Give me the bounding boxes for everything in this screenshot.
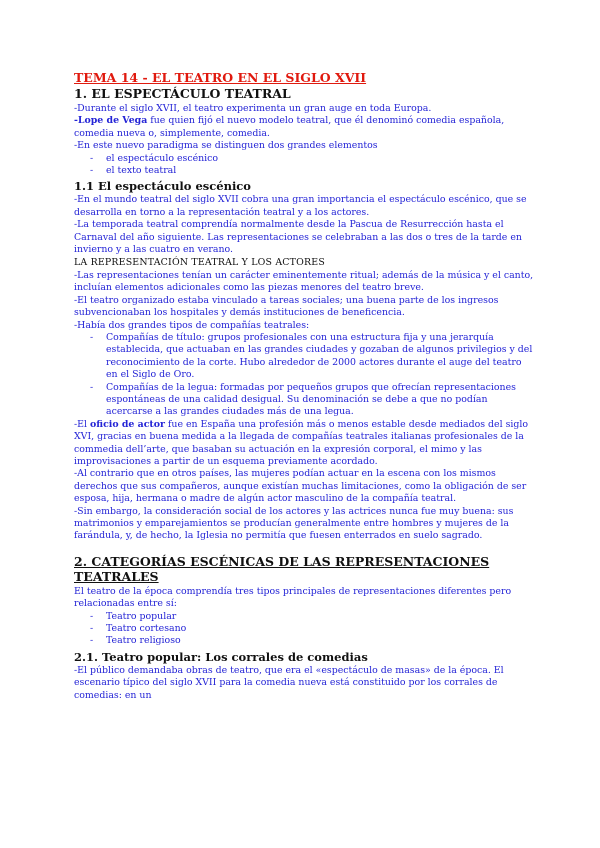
- categories-list: [74, 611, 534, 648]
- section-1-1-paragraph-6: [74, 419, 534, 469]
- list-item: - Teatro cortesano: [74, 623, 534, 635]
- representation-subheading: LA REPRESENTACIÓN TEATRAL Y LOS ACTORES: [74, 257, 325, 269]
- section-1-1-paragraph-4: -El teatro organizado estaba vinculado a tareas sociales; una buena parte de los ingresos subvencionaban los hospitales y demás instituciones de beneficencia.: [74, 294, 499, 319]
- elements-list: [74, 153, 534, 178]
- oficio-prefix: -El: [74, 418, 90, 430]
- lope-de-vega-rest: fue quien fijó el nuevo modelo teatral, que él denominó comedia española, comedia nueva o, simplemente, comedia.: [74, 115, 505, 139]
- section-1-heading: 1. EL ESPECTÁCULO TEATRAL: [74, 86, 291, 101]
- list-item: - Compañías de la legua: formadas por pequeños grupos que ofrecían representaciones espontáneas de una calidad desigual. Su denominación se debe a que no podían acercarse a las grandes ciudades más de una legua.: [74, 382, 534, 419]
- list-item: - el texto teatral: [74, 165, 534, 177]
- oficio-de-actor-bold: oficio de actor: [90, 418, 165, 430]
- section-1-1-paragraph-8: -Sin embargo, la consideración social de los actores y las actrices nunca fue muy buena: sus matrimonios y emparejamientos se producían generalmente entre hombres y mujeres de la farándula, y, de hecho, la Iglesia no permitía que fuesen enterrados en suelo sagrado.: [74, 505, 514, 542]
- list-item: - el espectáculo escénico: [74, 153, 534, 165]
- section-2-1-paragraph-1: -El público demandaba obras de teatro, que era el «espectáculo de masas» de la época. El escenario típico del siglo XVII para la comedia nueva está constituido por los corrales de comedias: en un: [74, 664, 504, 701]
- section-1-1-paragraph-1: -En el mundo teatral del siglo XVII cobra una gran importancia el espectáculo escénico, que se desarrolla en torno a la representación teatral y a los actores.: [74, 194, 527, 218]
- list-item: - Compañías de título: grupos profesionales con una estructura fija y una jerarquía establecida, que actuaban en las grandes ciudades y gozaban de algunos privilegios y del reconocimiento de la corte. Hubo alrededor de 2000 actores durante el auge del teatro en el Siglo de Oro.: [74, 332, 534, 382]
- section-1-paragraph-2: [74, 115, 534, 140]
- companies-list: [74, 332, 534, 419]
- section-1-paragraph-3: -En este nuevo paradigma se distinguen dos grandes elementos: [74, 140, 378, 152]
- section-2-1-heading: 2.1. Teatro popular: Los corrales de comedias: [74, 649, 368, 664]
- document-page: [74, 70, 534, 702]
- lope-de-vega-bold: -Lope de Vega: [74, 115, 148, 127]
- list-item: - Teatro popular: [74, 611, 534, 623]
- section-2-paragraph-1: El teatro de la época comprendía tres tipos principales de representaciones diferentes pero relacionadas entre sí:: [74, 585, 512, 610]
- section-1-1-heading: 1.1 El espectáculo escénico: [74, 179, 251, 194]
- oficio-rest: fue en España una profesión más o menos estable desde mediados del siglo XVI, gracias en buena medida a la llegada de compañías teatrales italianas profesionales de la commedia dell’arte, que basaban su actuación en la expresión corporal, el mimo y las improvisaciones a partir de un esquema previamente acordado.: [74, 418, 529, 467]
- section-1-paragraph-1: -Durante el siglo XVII, el teatro experimenta un gran auge en toda Europa.: [74, 103, 432, 114]
- section-1-1-paragraph-3: -Las representaciones tenían un carácter eminentemente ritual; además de la música y el canto, incluían elementos adicionales como las piezas menores del teatro breve.: [74, 269, 534, 294]
- section-1-1-paragraph-2: -La temporada teatral comprendía normalmente desde la Pascua de Resurrección hasta el Carnaval del año siguiente. Las representaciones se celebraban a las dos o tres de la tarde en invierno y a las cuatro en verano.: [74, 219, 522, 256]
- document-title: TEMA 14 - EL TEATRO EN EL SIGLO XVII: [74, 70, 367, 85]
- list-item: - Teatro religioso: [74, 635, 534, 647]
- section-1-1-paragraph-5: -Había dos grandes tipos de compañías teatrales:: [74, 319, 310, 331]
- section-1-1-paragraph-7: -Al contrario que en otros países, las mujeres podían actuar en la escena con los mismos derechos que sus compañeros, aunque existían muchas limitaciones, como la obligación de ser esposa, hija, hermana o madre de algún actor masculino de la compañía teatral.: [74, 468, 527, 505]
- section-2-heading: 2. CATEGORÍAS ESCÉNICAS DE LAS REPRESENTACIONES TEATRALES: [74, 553, 490, 584]
